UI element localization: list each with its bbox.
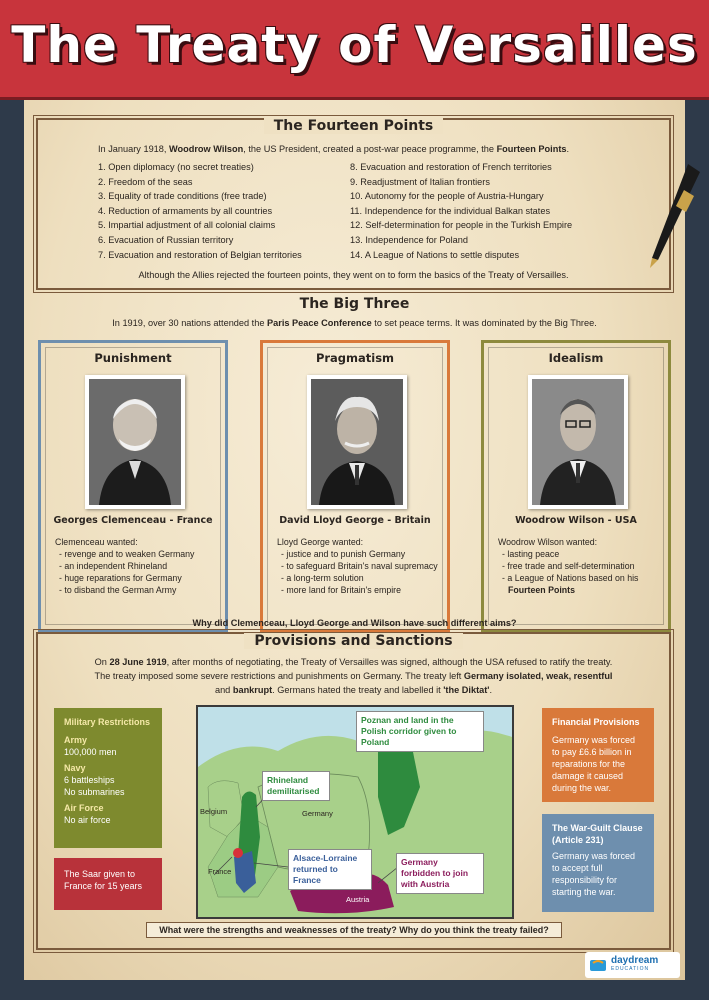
war-guilt-box xyxy=(542,814,654,912)
list-item: - huge reparations for Germany xyxy=(59,573,182,583)
germany-label: Germany xyxy=(302,809,333,818)
big-three-intro: In 1919, over 30 nations attended the Paris Peace Conference to set peace terms. It was dominated by the Big Three. xyxy=(112,318,597,328)
army-label: Army xyxy=(64,735,88,745)
list-item: - a League of Nations based on his xyxy=(502,573,639,583)
card-title: Idealism xyxy=(548,351,604,365)
list-item: - lasting peace xyxy=(502,549,560,559)
fourteen-points-heading: The Fourteen Points xyxy=(264,118,444,134)
list-item: - an independent Rhineland xyxy=(59,561,168,571)
list-item: 14. A League of Nations to settle disputes xyxy=(350,249,520,260)
big-three-question: Why did Clemenceau, Lloyd George and Wilson have such different aims? xyxy=(192,618,517,628)
army-value: 100,000 men xyxy=(64,747,117,757)
list-item: 12. Self-determination for people in the Turkish Empire xyxy=(350,220,573,231)
fountain-pen-icon xyxy=(644,160,704,270)
daydream-logo-icon xyxy=(589,957,607,973)
france-label: France xyxy=(208,867,232,876)
fourteen-points-box xyxy=(36,118,671,290)
rhineland-callout: Rhineland demilitarised xyxy=(262,771,330,801)
clemenceau-card xyxy=(38,340,228,632)
alsace-lorraine-callout: Alsace-Lorraine returned to France xyxy=(288,849,372,890)
financial-heading: Financial Provisions xyxy=(552,717,640,727)
list-item: 9. Readjustment of Italian frontiers xyxy=(350,176,490,187)
provisions-line-2: The treaty imposed some severe restrictions and punishments on Germany. The treaty left Germany isolated, weak, resentful xyxy=(94,671,613,681)
wilson-portrait xyxy=(528,375,628,509)
card-intro: Woodrow Wilson wanted: xyxy=(498,537,598,547)
lloyd-george-portrait xyxy=(307,375,407,509)
saar-box xyxy=(54,858,162,910)
fourteen-points-intro: In January 1918, Woodrow Wilson, the US President, created a post-war peace programme, the Fourteen Points. xyxy=(98,144,570,154)
fourteen-points-footer: Although the Allies rejected the fourteen points, they went on to form the basics of the Treaty of Versailles. xyxy=(138,270,569,280)
daydream-logo xyxy=(585,952,680,978)
belgium-label: Belgium xyxy=(200,807,228,816)
navy-label: Navy xyxy=(64,763,86,773)
brand-name: daydream xyxy=(611,955,659,966)
austria-label: Austria xyxy=(346,895,370,904)
fourteen-points-left-list xyxy=(98,160,302,262)
list-item: - revenge and to weaken Germany xyxy=(59,549,195,559)
card-list xyxy=(59,548,194,596)
list-item: 11. Independence for the individual Balkan states xyxy=(350,205,551,216)
treaty-question: What were the strengths and weaknesses of the treaty? Why do you think the treaty failed? xyxy=(146,922,562,938)
list-item: - more land for Britain's empire xyxy=(281,585,401,595)
air-force-value: No air force xyxy=(64,815,111,825)
card-list xyxy=(281,548,438,596)
navy-value: No submarines xyxy=(64,787,125,797)
list-item: 7. Evacuation and restoration of Belgian territories xyxy=(98,249,302,260)
wilson-card xyxy=(481,340,671,632)
list-item: - a long-term solution xyxy=(281,573,364,583)
war-guilt-heading: The War-Guilt Clause (Article 231) xyxy=(552,823,643,845)
list-item: - free trade and self-determination xyxy=(502,561,635,571)
big-three-heading: The Big Three xyxy=(299,296,410,312)
list-item: 1. Open diplomacy (no secret treaties) xyxy=(98,162,254,172)
military-heading: Military Restrictions xyxy=(64,717,151,727)
military-restrictions-box xyxy=(54,708,162,848)
poznan-callout: Poznan and land in the Polish corridor given to Poland xyxy=(356,711,484,752)
forbidden-callout: Germany forbidden to join with Austria xyxy=(396,853,484,894)
financial-text: Germany was forced to pay £6.6 billion in reparations for the damage it caused during the war. xyxy=(552,735,636,793)
card-name: Georges Clemenceau - France xyxy=(53,515,213,526)
europe-map xyxy=(196,705,514,919)
page-title: The Treaty of Versailles xyxy=(11,16,698,74)
list-item: 13. Independence for Poland xyxy=(350,234,469,245)
list-item: - to disband the German Army xyxy=(59,585,177,595)
brand-sub: EDUCATION xyxy=(611,966,650,972)
fourteen-points-right-list xyxy=(350,160,572,262)
list-item: - justice and to punish Germany xyxy=(281,549,406,559)
card-name: Woodrow Wilson - USA xyxy=(515,515,637,526)
saar-text: The Saar given to France for 15 years xyxy=(64,869,143,891)
list-item: 4. Reduction of armaments by all countries xyxy=(98,205,273,216)
war-guilt-text: Germany was forced to accept full responsibility for starting the war. xyxy=(552,851,636,897)
provisions-line-3: and bankrupt. Germans hated the treaty and labelled it 'the Diktat'. xyxy=(214,685,493,695)
card-list xyxy=(502,548,638,596)
list-item: - to safeguard Britain's naval supremacy xyxy=(281,561,438,571)
navy-value: 6 battleships xyxy=(64,775,115,785)
card-intro: Clemenceau wanted: xyxy=(55,537,138,547)
title-banner xyxy=(0,0,709,100)
list-item: 10. Autonomy for the people of Austria-Hungary xyxy=(350,191,544,202)
list-item: Fourteen Points xyxy=(508,585,575,595)
card-title: Pragmatism xyxy=(315,351,395,365)
financial-provisions-box xyxy=(542,708,654,802)
card-title: Punishment xyxy=(94,351,172,365)
list-item: 3. Equality of trade conditions (free trade) xyxy=(98,191,267,202)
card-intro: Lloyd George wanted: xyxy=(277,537,364,547)
list-item: 6. Evacuation of Russian territory xyxy=(98,234,234,245)
lloyd-george-card xyxy=(260,340,450,632)
poster-paper xyxy=(24,100,685,980)
list-item: 8. Evacuation and restoration of French territories xyxy=(350,162,552,172)
list-item: 2. Freedom of the seas xyxy=(98,176,193,187)
air-force-label: Air Force xyxy=(64,803,104,813)
card-name: David Lloyd George - Britain xyxy=(279,515,431,526)
provisions-heading: Provisions and Sanctions xyxy=(244,633,462,649)
clemenceau-portrait xyxy=(85,375,185,509)
provisions-line-1: On 28 June 1919, after months of negotiating, the Treaty of Versailles was signed, although the USA refused to ratify the treaty. xyxy=(94,657,613,667)
list-item: 5. Impartial adjustment of all colonial claims xyxy=(98,220,276,231)
